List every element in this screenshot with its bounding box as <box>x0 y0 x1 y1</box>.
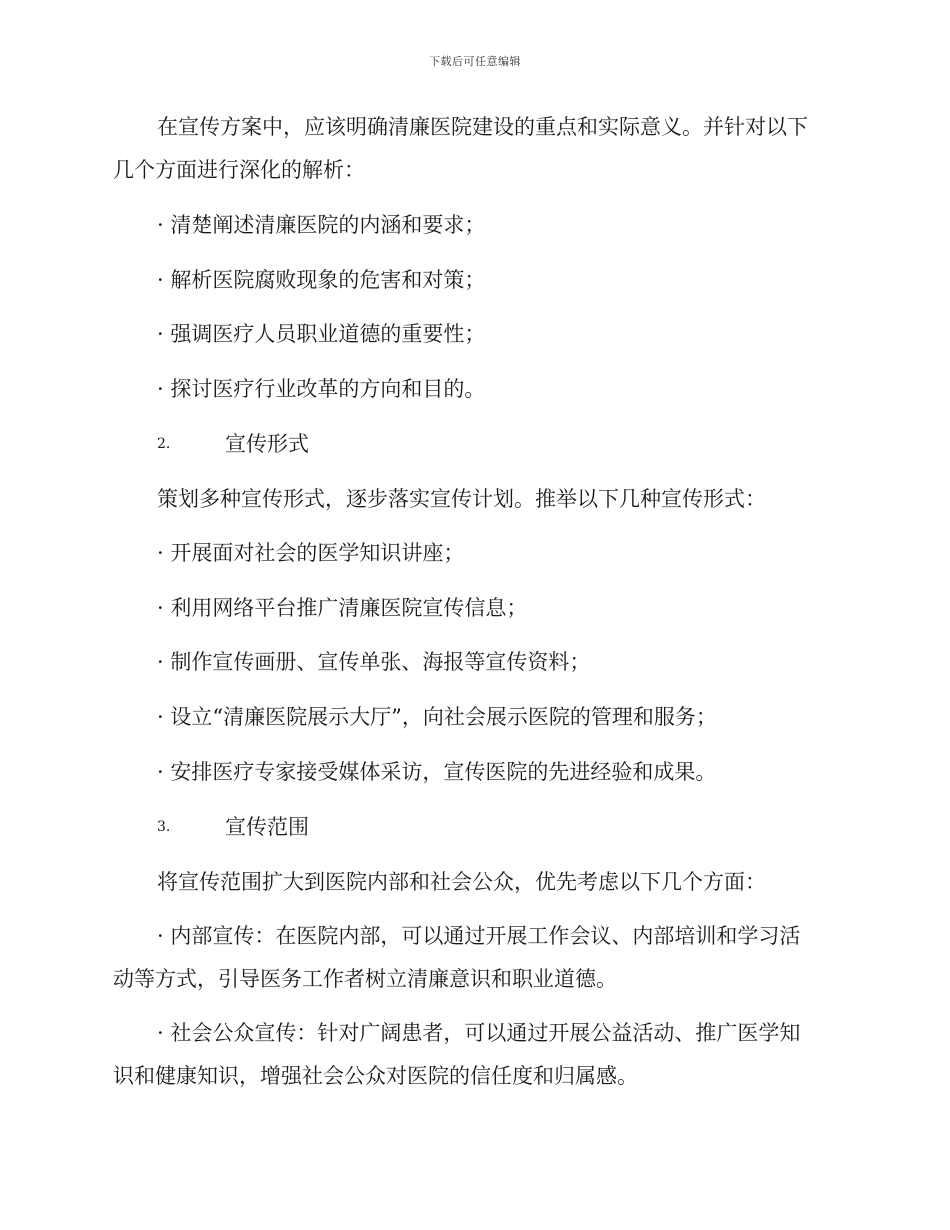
section-2-intro: 策划多种宣传形式，逐步落实宣传计划。推举以下几种宣传形式： <box>157 487 766 511</box>
page-header: 下载后可任意编辑 <box>429 55 521 68</box>
section-2-bullet-2: · 利用网络平台推广清廉医院宣传信息； <box>157 596 528 620</box>
section-3-public-line-1: · 社会公众宣传：针对广阔患者，可以通过开展公益活动、推广医学知 <box>157 1021 801 1045</box>
section-3-intro: 将宣传范围扩大到医院内部和社会公众，优先考虑以下几个方面： <box>157 870 766 894</box>
section-2-title: 宣传形式 <box>225 432 309 456</box>
intro-bullet-2: · 解析医院腐败现象的危害和对策； <box>157 268 486 292</box>
section-3-public-line-2: 识和健康知识，增强社会公众对医院的信任度和归属感。 <box>113 1064 638 1088</box>
section-2-bullet-4: · 设立“清廉医院展示大厅”，向社会展示医院的管理和服务； <box>157 705 717 729</box>
section-2-bullet-3: · 制作宣传画册、宣传单张、海报等宣传资料； <box>157 650 591 674</box>
section-3-title: 宣传范围 <box>225 815 309 839</box>
section-3-internal-line-2: 动等方式，引导医务工作者树立清廉意识和职业道德。 <box>113 967 617 991</box>
section-2-bullet-1: · 开展面对社会的医学知识讲座； <box>157 541 465 565</box>
section-2-bullet-5: · 安排医疗专家接受媒体采访，宣传医院的先进经验和成果。 <box>157 760 717 784</box>
intro-bullet-3: · 强调医疗人员职业道德的重要性； <box>157 322 486 346</box>
section-2-number: 2. <box>157 436 171 452</box>
intro-paragraph-line-2: 几个方面进行深化的解析： <box>113 158 365 182</box>
section-3-number: 3. <box>157 819 171 835</box>
intro-bullet-1: · 清楚阐述清廉医院的内涵和要求； <box>157 213 486 237</box>
intro-paragraph-line-1: 在宣传方案中，应该明确清廉医院建设的重点和实际意义。并针对以下 <box>157 115 808 139</box>
section-3-internal-line-1: · 内部宣传：在医院内部，可以通过开展工作会议、内部培训和学习活 <box>157 924 801 948</box>
intro-bullet-4: · 探讨医疗行业改革的方向和目的。 <box>157 377 486 401</box>
